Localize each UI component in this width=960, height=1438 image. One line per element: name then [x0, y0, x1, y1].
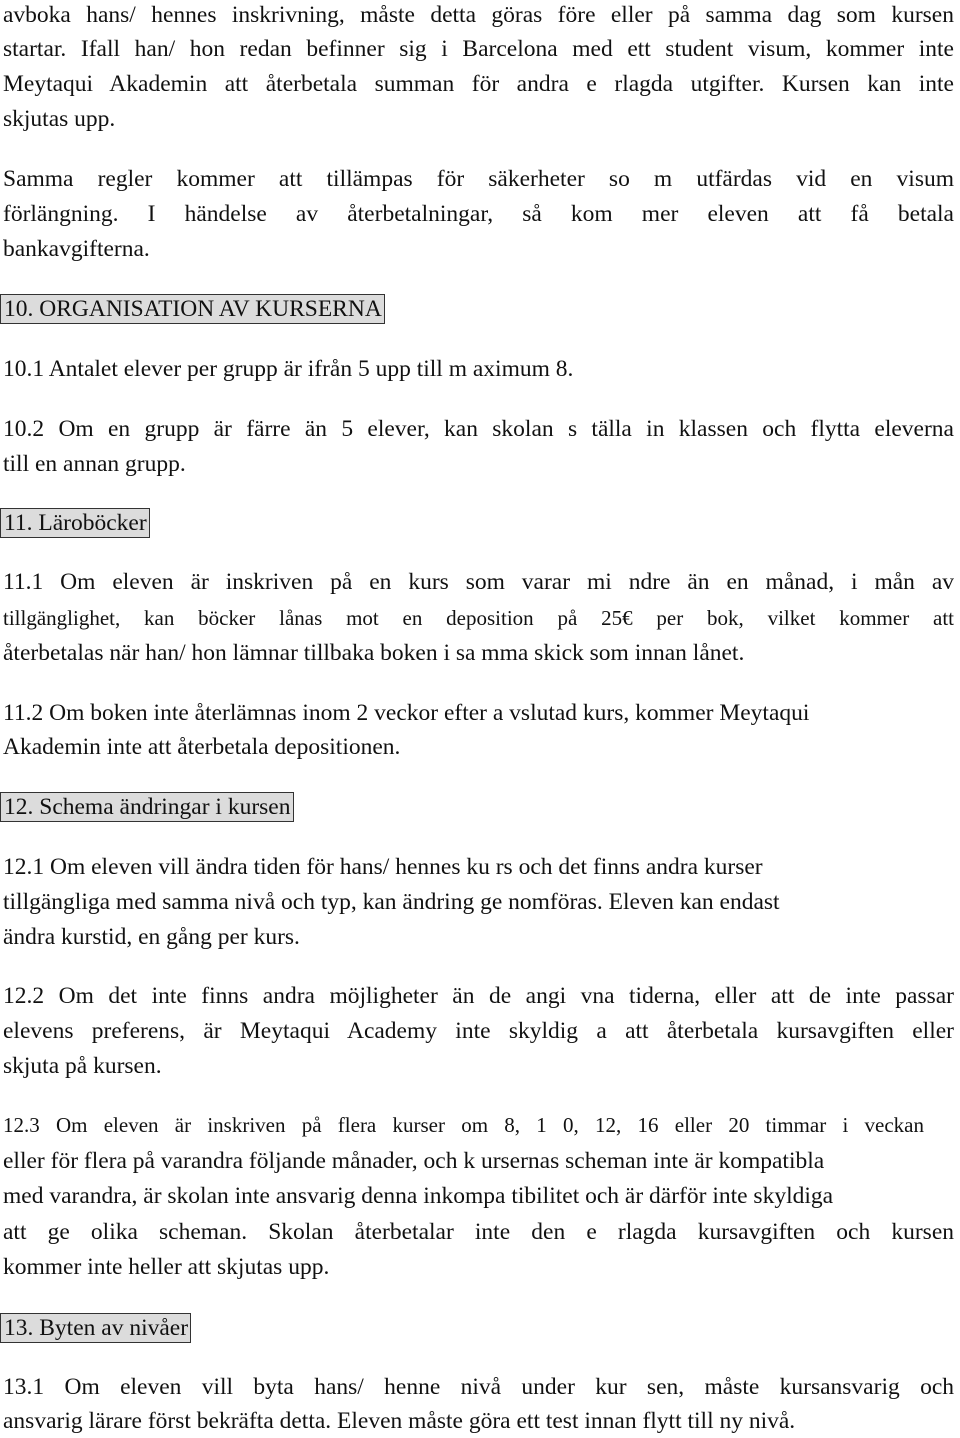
text-line: startar. Ifall han/ hon redan befinner sig i Barcelona med ett student visum, kommer inte [3, 36, 954, 62]
text-line: Akademin inte att återbetala depositionen. [3, 734, 401, 760]
text-line: 10.2 Om en grupp är färre än 5 elever, kan skolan s tälla in klassen och flytta eleverna [3, 416, 954, 442]
text-line: Meytaqui Akademin att återbetala summan för andra e rlagda utgifter. Kursen kan inte [3, 71, 954, 97]
text-line: förlängning. I händelse av återbetalningar, så kom mer eleven att få betala [3, 201, 954, 227]
section-heading-11: 11. Läroböcker [0, 508, 150, 538]
text-line: tillgängliga med samma nivå och typ, kan ändring ge nomföras. Eleven kan endast [3, 889, 780, 915]
text-line: att ge olika scheman. Skolan återbetalar inte den e rlagda kursavgiften och kursen [3, 1219, 954, 1245]
text-line: ansvarig lärare först bekräfta detta. Eleven måste göra ett test innan flytt till ny nivå. [3, 1408, 796, 1434]
text-line: avboka hans/ hennes inskrivning, måste detta göras före eller på samma dag som kursen [3, 2, 954, 28]
text-line: Samma regler kommer att tillämpas för säkerheter so m utfärdas vid en visum [3, 166, 954, 192]
text-line: återbetalas när han/ hon lämnar tillbaka boken i sa mma skick som innan lånet. [3, 640, 745, 666]
text-line: skjuta på kursen. [3, 1053, 162, 1079]
section-heading-13: 13. Byten av nivåer [0, 1313, 191, 1343]
section-heading-10: 10. ORGANISATION AV KURSERNA [0, 294, 385, 324]
text-line: med varandra, är skolan inte ansvarig denna inkompa tibilitet och är därför inte skyldiga [3, 1183, 834, 1209]
text-line: 11.1 Om eleven är inskriven på en kurs som varar mi ndre än en månad, i mån av [3, 569, 954, 595]
text-line: ändra kurstid, en gång per kurs. [3, 924, 300, 950]
section-heading-12: 12. Schema ändringar i kursen [0, 792, 294, 822]
text-line: eller för flera på varandra följande månader, och k ursernas scheman inte är kompatibla [3, 1148, 825, 1174]
text-line: bankavgifterna. [3, 236, 150, 262]
text-line: 12.1 Om eleven vill ändra tiden för hans/ hennes ku rs och det finns andra kurser [3, 854, 763, 880]
text-line: 11.2 Om boken inte återlämnas inom 2 veckor efter a vslutad kurs, kommer Meytaqui [3, 700, 810, 726]
text-line: 10.1 Antalet elever per grupp är ifrån 5 upp till m aximum 8. [3, 356, 574, 382]
text-line: tillgänglighet, kan böcker lånas mot en deposition på 25€ per bok, vilket kommer att [3, 606, 954, 630]
text-line: 12.2 Om det inte finns andra möjligheter än de angi vna tiderna, eller att de inte passar [3, 983, 954, 1009]
text-line: 13.1 Om eleven vill byta hans/ henne nivå under kur sen, måste kursansvarig och [3, 1374, 954, 1400]
text-line: till en annan grupp. [3, 451, 186, 477]
text-line: skjutas upp. [3, 106, 116, 132]
text-line: 12.3 Om eleven är inskriven på flera kurser om 8, 1 0, 12, 16 eller 20 timmar i veckan [3, 1113, 924, 1137]
text-line: elevens preferens, är Meytaqui Academy inte skyldig a att återbetala kursavgiften eller [3, 1018, 954, 1044]
text-line: kommer inte heller att skjutas upp. [3, 1254, 330, 1280]
